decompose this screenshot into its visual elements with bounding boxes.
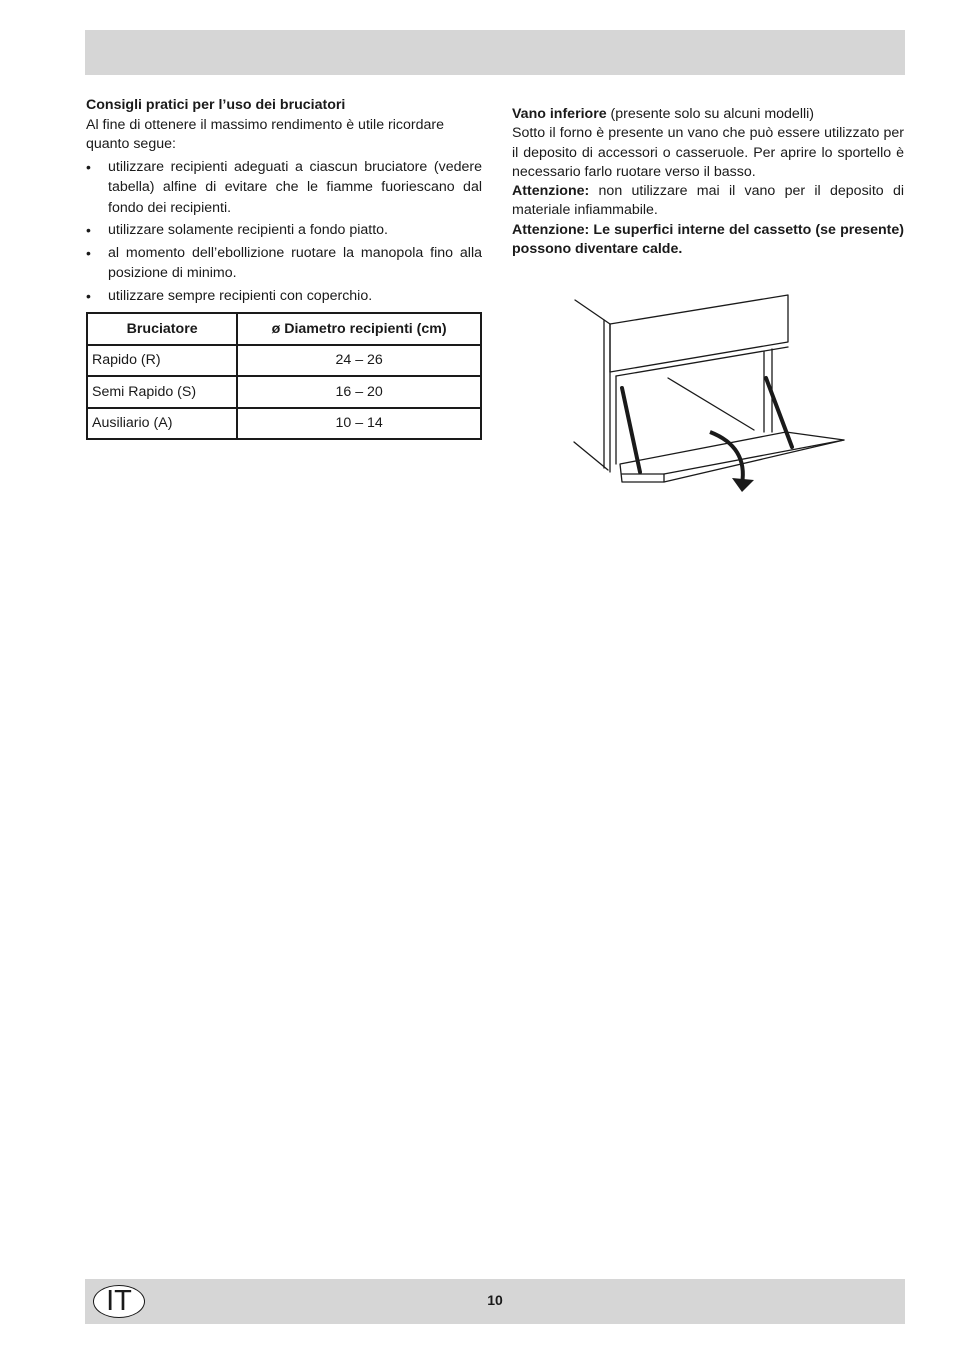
drawer-paragraph: Sotto il forno è presente un vano che può essere utilizzato per il deposito di accessori o casseruole. Per aprire lo sportello è necessario farlo ruotare verso il basso.: [512, 125, 904, 180]
bullet-icon: •: [86, 222, 91, 238]
tip-item: • utilizzare recipienti adeguati a ciascun bruciatore (vedere tabella) alfine di evitare che le fiamme fuoriescano dal fondo dei recipienti.: [86, 158, 482, 216]
table-header-row: [87, 313, 481, 345]
bullet-icon: •: [86, 244, 91, 261]
tip-item: • al momento dell’ebollizione ruotare la manopola fino alla posizione di minimo.: [86, 244, 482, 281]
drawer-illustration: [568, 292, 850, 498]
table-cell: Ausiliario (A): [87, 408, 237, 440]
table-cell: Semi Rapido (S): [87, 376, 237, 408]
tip-item: • utilizzare solamente recipienti a fondo piatto.: [86, 220, 482, 241]
bullet-icon: •: [86, 287, 91, 304]
warning-flammable: Attenzione: non utilizzare mai il vano per il deposito di materiale infiammabile.: [512, 183, 904, 219]
table-header-diameter: ø Diametro recipienti (cm): [237, 313, 481, 345]
table-cell: 16 – 20: [237, 376, 481, 408]
table-row: [87, 408, 481, 440]
tip-item: • utilizzare sempre recipienti con coperchio.: [86, 286, 482, 307]
table-cell: Rapido (R): [87, 345, 237, 377]
intro-text: Al fine di ottenere il massimo rendimento è utile ricordare quanto segue:: [86, 116, 445, 152]
table-row: [87, 345, 481, 377]
table-cell: 10 – 14: [237, 408, 481, 440]
bullet-icon: •: [86, 158, 91, 175]
right-column: [512, 105, 904, 259]
warning-hot-surfaces: Attenzione: Le superfici interne del cassetto (se presente) possono diventare calde.: [512, 221, 904, 258]
burner-table: [86, 312, 482, 440]
table-header-burner: Bruciatore: [87, 313, 237, 345]
left-column: [86, 96, 482, 306]
table-row: [87, 376, 481, 408]
page-number: 10: [487, 1292, 503, 1308]
tips-list: [86, 157, 482, 307]
section-heading-drawer: Vano inferiore (presente solo su alcuni modelli): [512, 106, 815, 122]
language-badge: IT: [93, 1285, 145, 1318]
header-band: [85, 30, 905, 75]
table-cell: 24 – 26: [237, 345, 481, 377]
section-heading-burners: Consigli pratici per l’uso dei bruciatori: [86, 97, 346, 113]
